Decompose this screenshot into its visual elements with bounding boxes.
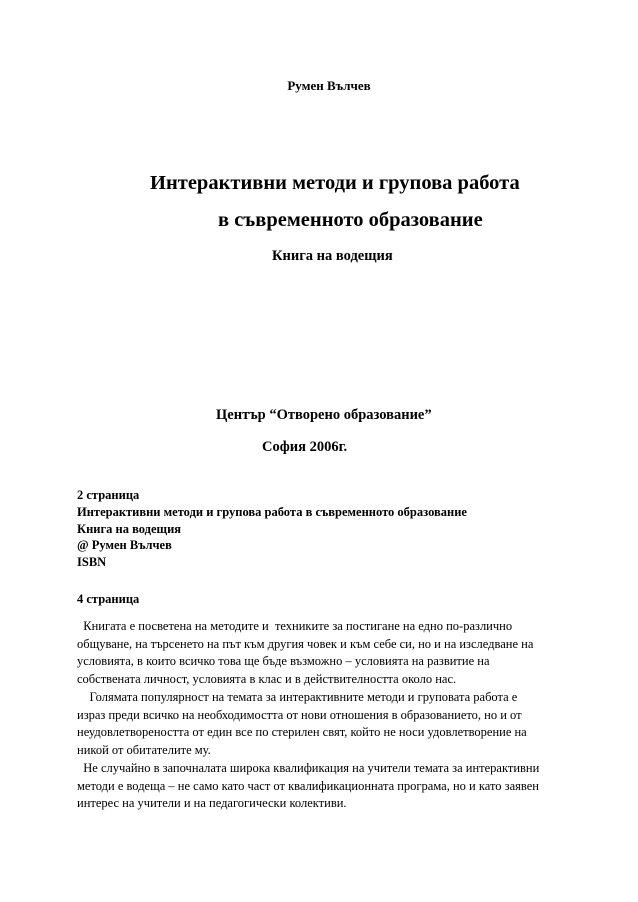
- paragraph-line: условията, в които всичко това ще бъде възможно – условията на развитие на: [77, 654, 490, 669]
- book-subtitle: Книга на водещия: [272, 248, 393, 264]
- publication-city-year: София 2006г.: [262, 439, 348, 455]
- paragraph-line: Не случайно в започналата широка квалификация на учители темата за интерактивни: [77, 761, 540, 775]
- page-4-label: 4 страница: [77, 592, 140, 606]
- publisher-name: Център “Отворено образование”: [216, 407, 432, 423]
- page-2-block: [77, 487, 467, 571]
- paragraph-line: неудовлетвореността от един все по стерилен свят, който не носи удовлетворение на: [77, 725, 527, 740]
- paragraph-line: собствената личност, условията в клас и в действителността около нас.: [77, 671, 457, 686]
- book-title-line-2: в съвременното образование: [218, 209, 483, 231]
- paragraph-line: Голямата популярност на темата за интерактивните методи и груповата работа е: [77, 690, 518, 704]
- paragraph-line: Книгата е посветена на методите и техниките за постигане на едно по-различно: [77, 619, 513, 633]
- paragraph-3: [77, 760, 577, 813]
- page-2-title-line: Интерактивни методи и групова работа в съвременното образование: [77, 504, 467, 519]
- paragraph-line: израз преди всичко на необходимостта от нови отношения в образованието, но и от: [77, 707, 522, 722]
- paragraph-line: методи е водеща – не само като част от квалификационната програма, но и като заявен: [77, 778, 539, 793]
- author-name: Румен Вълчев: [287, 78, 371, 93]
- page-2-isbn-line: ISBN: [77, 555, 107, 570]
- paragraph-line: интерес на учители и на педагогически колективи.: [77, 796, 347, 811]
- paragraph-2: [77, 689, 577, 759]
- page-2-copyright-line: @ Румен Вълчев: [77, 538, 172, 553]
- paragraph-line: общуване, на търсенето на път към другия човек и към себе си, но и на изследване на: [77, 636, 534, 651]
- paragraph-line: никой от обитателите му.: [77, 742, 211, 757]
- book-title-line-1: Интерактивни методи и групова работа: [150, 172, 520, 194]
- page-2-label: 2 страница: [77, 488, 140, 502]
- page-2-subtitle-line: Книга на водещия: [77, 521, 182, 536]
- paragraph-1: [77, 618, 577, 688]
